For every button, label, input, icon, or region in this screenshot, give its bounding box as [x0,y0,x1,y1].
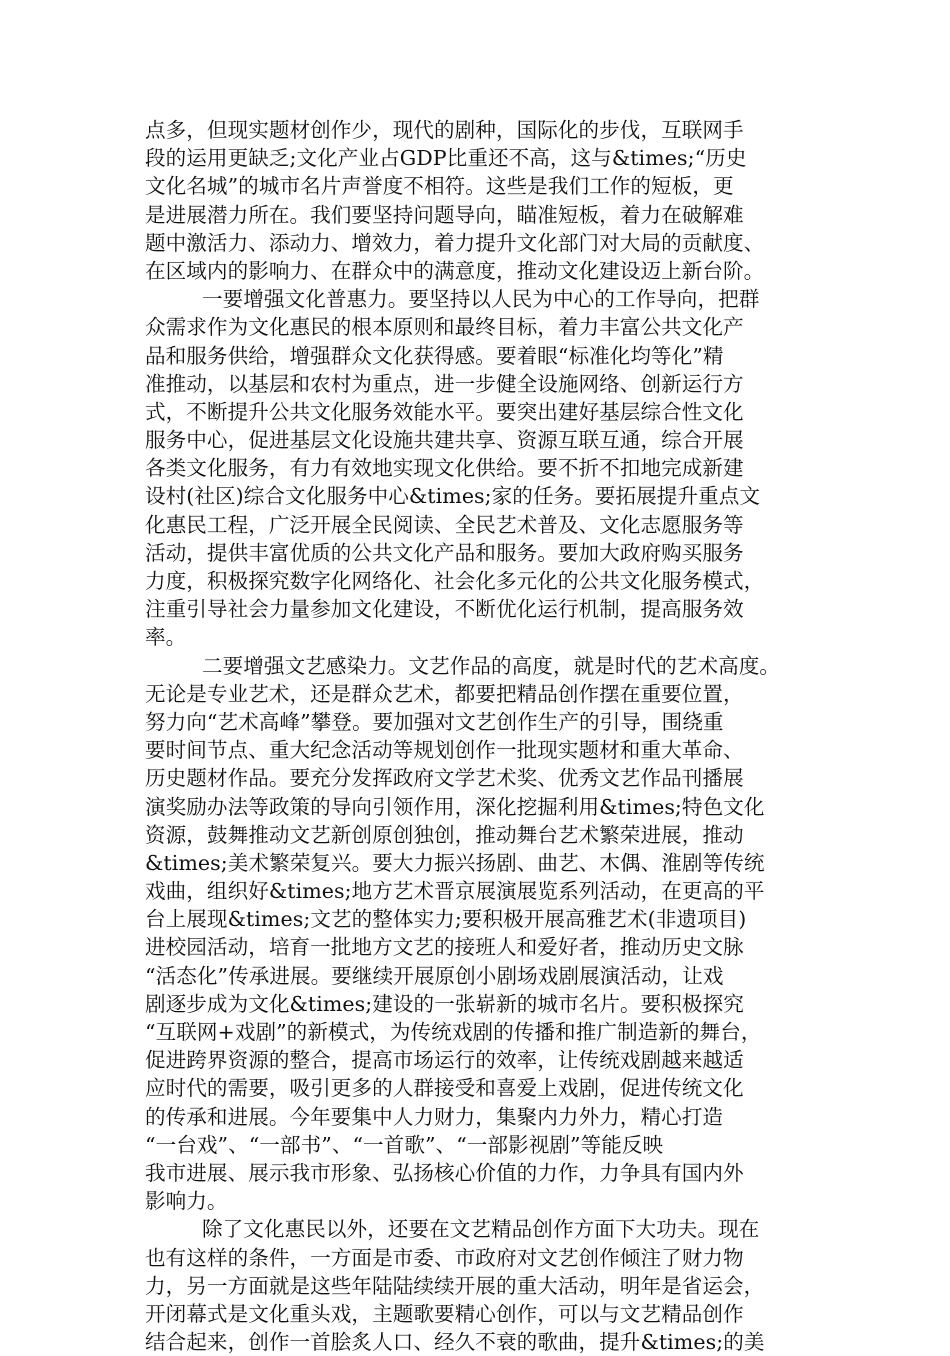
text-line: 促进跨界资源的整合，提高市场运行的效率，让传统戏剧越来越适 [145,1048,744,1073]
text-line: 式，不断提升公共文化服务效能水平。要突出建好基层综合性文化 [145,399,744,424]
paragraph-first-line: 二要增强文艺感染力。文艺作品的高度，就是时代的艺术高度。 [202,653,781,678]
text-line: 也有这样的条件，一方面是市委、市政府对文艺创作倾注了财力物 [145,1245,744,1270]
text-line: 要时间节点、重大纪念活动等规划创作一批现实题材和重大革命、 [145,738,744,763]
text-line: 结合起来，创作一首脍炙人口、经久不衰的歌曲，提升&times;的美 [145,1330,765,1355]
paragraph-first-line: 除了文化惠民以外，还要在文艺精品创作方面下大功夫。现在 [202,1217,760,1242]
text-line: 活动，提供丰富优质的公共文化产品和服务。要加大政府购买服务 [145,540,744,565]
text-line: 文化名城”的城市名片声誉度不相符。这些是我们工作的短板，更 [145,174,734,199]
text-line: 化惠民工程，广泛开展全民阅读、全民艺术普及、文化志愿服务等 [145,512,744,537]
text-line: 努力向“艺术高峰”攀登。要加强对文艺创作生产的引导，围绕重 [145,709,724,734]
text-line: 率。 [145,625,187,650]
text-line: 众需求作为文化惠民的根本原则和最终目标，着力丰富公共文化产 [145,315,744,340]
text-line: 题中激活力、添动力、增效力，着力提升文化部门对大局的贡献度、 [145,230,765,255]
text-line: 历史题材作品。要充分发挥政府文学艺术奖、优秀文艺作品刊播展 [145,766,744,791]
text-line: 各类文化服务，有力有效地实现文化供给。要不折不扣地完成新建 [145,456,744,481]
text-line: 剧逐步成为文化&times;建设的一张崭新的城市名片。要积极探究 [145,991,744,1016]
text-line: 开闭幕式是文化重头戏，主题歌要精心创作，可以与文艺精品创作 [145,1301,744,1326]
text-line: 注重引导社会力量参加文化建设，不断优化运行机制，提高服务效 [145,597,744,622]
text-line: 力度，积极探究数字化网络化、社会化多元化的公共文化服务模式， [145,569,765,593]
text-line: 在区域内的影响力、在群众中的满意度，推动文化建设迈上新台阶。 [145,258,765,283]
text-line: 演奖励办法等政策的导向引领作用，深化挖掘利用&times;特色文化 [145,794,765,819]
text-line: 应时代的需要，吸引更多的人群接受和喜爱上戏剧，促进传统文化 [145,1076,744,1101]
text-line: “互联网+戏剧”的新模式，为传统戏剧的传播和推广制造新的舞台， [145,1020,762,1044]
text-line: 段的运用更缺乏;文化产业占GDP比重还不高，这与&times;“历史 [145,146,747,171]
text-line: 品和服务供给，增强群众文化获得感。要着眼“标准化均等化”精 [145,343,724,368]
paragraph-first-line: 一要增强文化普惠力。要坚持以人民为中心的工作导向，把群 [202,287,760,312]
text-line: “活态化”传承进展。要继续开展原创小剧场戏剧展演活动，让戏 [145,963,724,988]
text-line: &times;美术繁荣复兴。要大力振兴扬剧、曲艺、木偶、淮剧等传统 [145,850,765,875]
text-line: 点多，但现实题材创作少，现代的剧种，国际化的步伐，互联网手 [145,118,744,142]
text-line: 设村(社区)综合文化服务中心&times;家的任务。要拓展提升重点文 [145,484,761,509]
text-line: “一台戏”、“一部书”、“一首歌”、“一部影视剧”等能反映 [145,1132,664,1157]
text-line: 资源，鼓舞推动文艺新创原创独创，推动舞台艺术繁荣进展，推动 [145,822,744,847]
text-line: 我市进展、展示我市形象、弘扬核心价值的力作，力争具有国内外 [145,1160,744,1185]
text-line: 戏曲，组织好&times;地方艺术晋京展演展览系列活动，在更高的平 [145,879,765,904]
text-line: 进校园活动，培育一批地方文艺的接班人和爱好者，推动历史文脉 [145,935,744,960]
text-line: 影响力。 [145,1189,228,1214]
text-line: 的传承和进展。今年要集中人力财力，集聚内力外力，精心打造 [145,1104,724,1129]
text-line: 服务中心，促进基层文化设施共建共享、资源互联互通，综合开展 [145,428,744,453]
body-text [145,116,825,1356]
text-line: 是进展潜力所在。我们要坚持问题导向，瞄准短板，着力在破解难 [145,202,744,227]
text-line: 台上展现&times;文艺的整体实力;要积极开展高雅艺术(非遗项目) [145,907,747,932]
text-line: 力，另一方面就是这些年陆陆续续开展的重大活动，明年是省运会， [145,1273,765,1298]
text-line: 准推动，以基层和农村为重点，进一步健全设施网络、创新运行方 [145,371,744,396]
text-line: 无论是专业艺术，还是群众艺术，都要把精品创作摆在重要位置， [145,681,744,706]
